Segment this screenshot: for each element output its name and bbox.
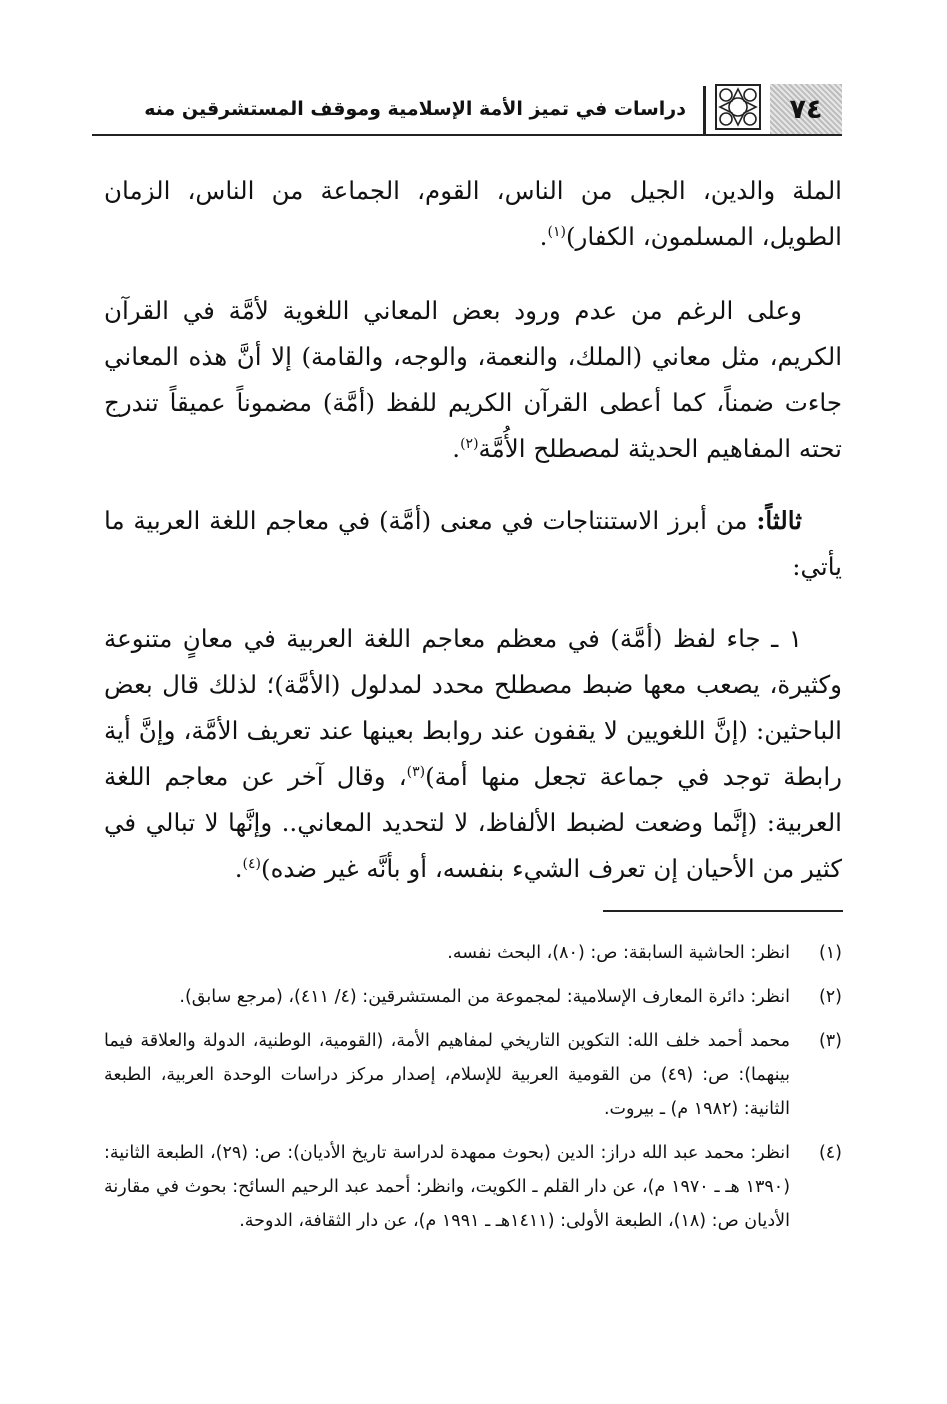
paragraph-4-text-a: ١ ـ جاء لفظ (أمَّة) في معظم معاجم اللغة العربية في معانٍ متنوعة وكثيرة، يصعب معها ضبط مصطلح محدد لمدلول (الأمَّة)؛ لذلك قال بعض الباحثين: (إنَّ اللغويين لا يقفون عند روابط بعينها عند تعريف الأمَّة، وإنَّ أية رابطة توجد في جماعة تجعل منها أمة) (104, 624, 842, 791)
footnote-3 (104, 1024, 842, 1126)
footnote-number: (٣) (818, 1031, 842, 1051)
paragraph-1-text: الملة والدين، الجيل من الناس، القوم، الجماعة من الناس، الزمان الطويل، المسلمون، الكفار) (104, 176, 842, 251)
footnotes (104, 936, 842, 1248)
footnote-number: (٤) (818, 1143, 842, 1163)
footnote-text: انظر: الحاشية السابقة: ص: (٨٠)، البحث نفسه. (447, 943, 790, 963)
ornament-icon (712, 82, 764, 132)
footnote-ref-2[interactable]: (٢) (460, 435, 479, 452)
footnote-ref-4[interactable]: (٤) (242, 855, 262, 872)
footnote-4 (104, 1136, 842, 1238)
body-text (104, 168, 842, 892)
page-number-box (770, 84, 842, 134)
paragraph-3 (104, 498, 842, 590)
paragraph-1 (104, 168, 842, 260)
footnote-text: انظر: محمد عبد الله دراز: الدين (بحوث ممهدة لدراسة تاريخ الأديان): ص: (٢٩)، الطبعة الثانية: (١٣٩٠ هـ ـ ١٩٧٠ م)، عن دار القلم ـ الكويت، وانظر: أحمد عبد الرحيم السائح: بحوث في مقارنة الأديان ص: (١٨)، الطبعة الأولى: (١٤١١هـ ـ ١٩٩١ م)، عن دار الثقافة، الدوحة. (104, 1143, 791, 1231)
footnote-number: (١) (818, 943, 842, 963)
page-number: ٧٤ (789, 93, 823, 125)
paragraph-1-end: . (539, 222, 548, 251)
footnote-text: انظر: دائرة المعارف الإسلامية: لمجموعة من المستشرقين: (٤/ ٤١١)، (مرجع سابق). (179, 987, 790, 1007)
paragraph-4-text-b: ، وقال آخر عن معاجم اللغة العربية: (إنَّما وضعت لضبط الألفاظ، لا لتحديد المعاني.. وإنَّها لا تبالي في كثير من الأحيان إن تعرف الشيء بنفسه، أو بأنَّه غير ضده) (104, 762, 842, 883)
paragraph-4-end: . (234, 854, 243, 883)
footnote-ref-1[interactable]: (١) (547, 223, 566, 240)
paragraph-3-lead: ثالثاً: (756, 506, 802, 535)
running-header (92, 82, 842, 140)
header-rule (92, 134, 842, 136)
footnote-2 (104, 980, 842, 1014)
paragraph-2-text: وعلى الرغم من عدم ورود بعض المعاني اللغوية لأمَّة في القرآن الكريم، مثل معاني (الملك، والنعمة، والوجه، والقامة) إلا أنَّ هذه المعاني جاءت ضمناً، كما أعطى القرآن الكريم للفظ (أمَّة) مضموناً عميقاً تندرج تحته المفاهيم الحديثة لمصطلح الأُمَّة (104, 296, 842, 463)
paragraph-2 (104, 288, 842, 472)
footnote-1 (104, 936, 842, 970)
paragraph-2-end: . (452, 434, 461, 463)
header-separator (703, 86, 706, 134)
paragraph-4 (104, 616, 842, 892)
running-title: دراسات في تميز الأمة الإسلامية وموقف المستشرقين منه (144, 98, 686, 120)
footnote-ref-3[interactable]: (٣) (406, 763, 426, 780)
footnote-number: (٢) (818, 987, 842, 1007)
paragraph-3-text: من أبرز الاستنتاجات في معنى (أمَّة) في معاجم اللغة العربية ما يأتي: (104, 506, 842, 581)
footnote-rule (603, 910, 843, 912)
footnote-text: محمد أحمد خلف الله: التكوين التاريخي لمفاهيم الأمة، (القومية، الوطنية، الدولة والعلاقة فيما بينهما): ص: (٤٩) من القومية العربية للإسلام، إصدار مركز دراسات الوحدة العربية، الطبعة الثانية: (١٩٨٢ م) ـ بيروت. (104, 1031, 791, 1119)
